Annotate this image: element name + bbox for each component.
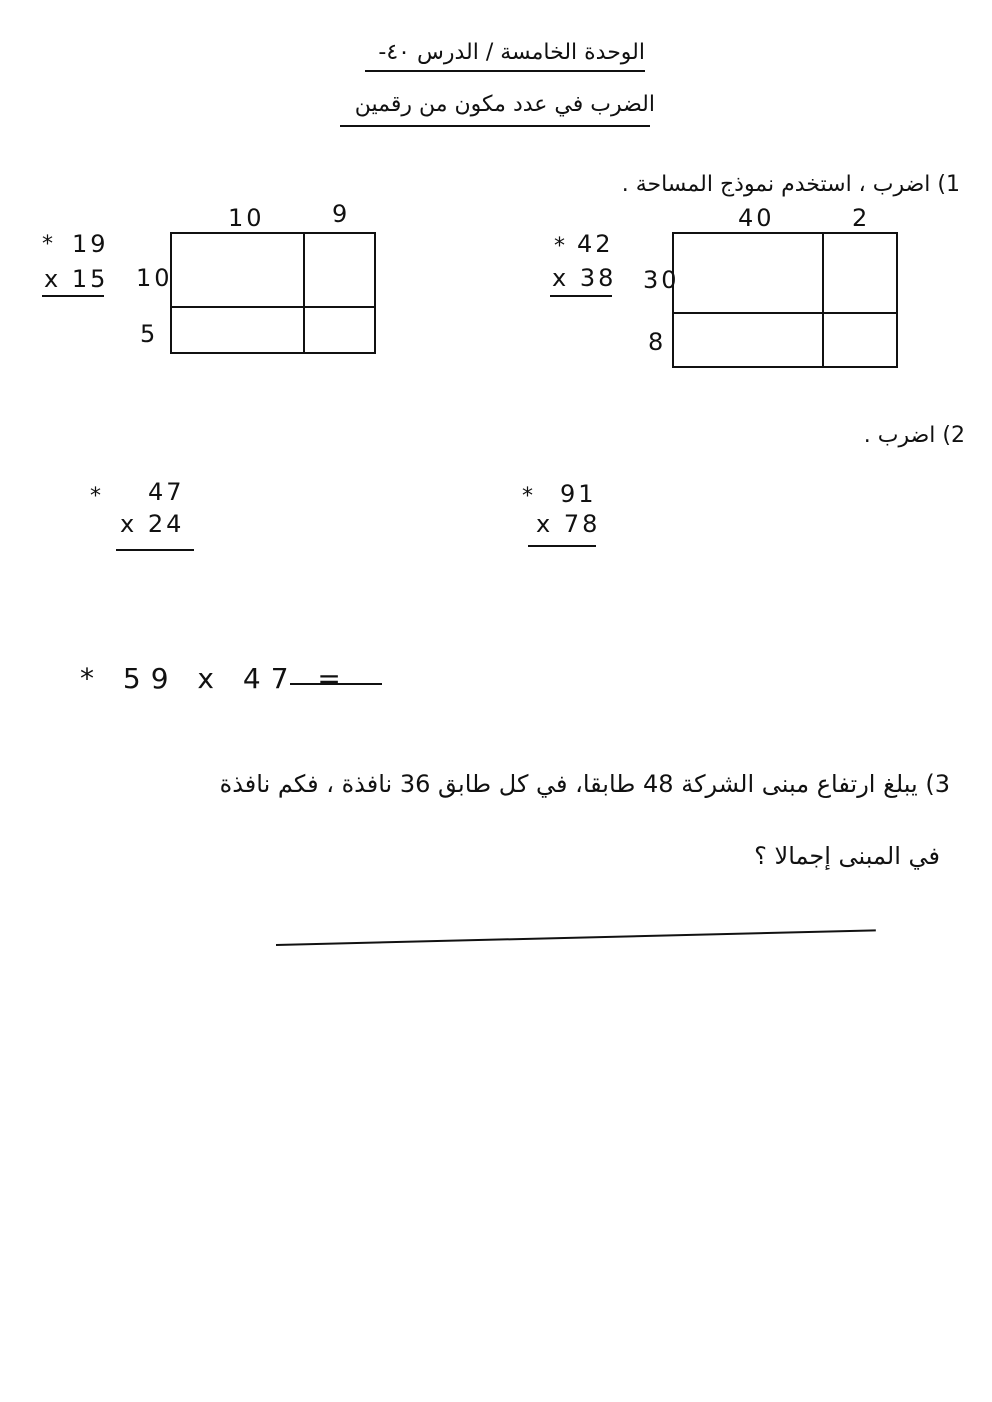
q1-left-answer-line (42, 295, 104, 297)
q2-left-bottom-number: x 24 (120, 510, 185, 538)
q1-right-answer-line (550, 295, 612, 297)
question-2-prompt: 2) اضرب . (863, 423, 965, 448)
area-cell (824, 314, 896, 366)
unit-lesson-title: الوحدة الخامسة / الدرس ٤٠- (378, 40, 645, 65)
q2-horizontal-problem: * 59 x 47 = (80, 662, 351, 695)
area-cell (824, 234, 896, 314)
question-1-prompt: 1) اضرب ، استخدم نموذج المساحة . (621, 172, 960, 197)
title-underline (365, 70, 645, 72)
q1-right-row-label-1: 30 (643, 266, 680, 294)
q2-left-star: * (90, 484, 101, 509)
q2-right-answer-line (528, 545, 596, 547)
q1-right-bottom-number: x 38 (552, 264, 617, 292)
q2-right-top-number: 91 (560, 480, 597, 508)
question-3-line-1: 3) يبلغ ارتفاع مبنى الشركة 48 طابقا، في كل طابق 36 نافذة ، فكم نافذة (219, 770, 950, 798)
question-3-line-2: في المبنى إجمالا ؟ (754, 842, 940, 870)
q1-left-col-label-1: 10 (228, 204, 265, 232)
area-cell (305, 308, 374, 352)
q1-right-col-label-2: 2 (852, 204, 871, 232)
q1-left-area-model (170, 232, 376, 354)
q1-right-col-label-1: 40 (738, 204, 775, 232)
q2-horizontal-answer-line (290, 683, 382, 685)
lesson-title-underline (340, 125, 650, 127)
q2-left-top-number: 47 (148, 478, 185, 506)
area-cell (674, 234, 824, 314)
q1-right-area-model (672, 232, 898, 368)
q1-right-top-number: 42 (577, 230, 614, 258)
q1-left-bottom-number: x 15 (44, 265, 109, 293)
area-cell (172, 308, 305, 352)
lesson-title: الضرب في عدد مكون من رقمين (354, 92, 655, 117)
area-cell (674, 314, 824, 366)
q1-left-star: * (42, 232, 53, 257)
q1-left-row-label-1: 10 (136, 264, 173, 292)
area-cell (172, 234, 305, 308)
q1-right-row-label-2: 8 (648, 328, 667, 356)
q1-left-col-label-2: 9 (332, 200, 351, 228)
q1-right-star: * (554, 234, 565, 259)
q2-right-bottom-number: x 78 (536, 510, 601, 538)
q2-left-answer-line (116, 549, 194, 551)
q1-left-row-label-2: 5 (140, 320, 159, 348)
q3-answer-line (276, 929, 876, 946)
q1-left-top-number: 19 (72, 230, 109, 258)
area-cell (305, 234, 374, 308)
q2-right-star: * (522, 484, 533, 509)
